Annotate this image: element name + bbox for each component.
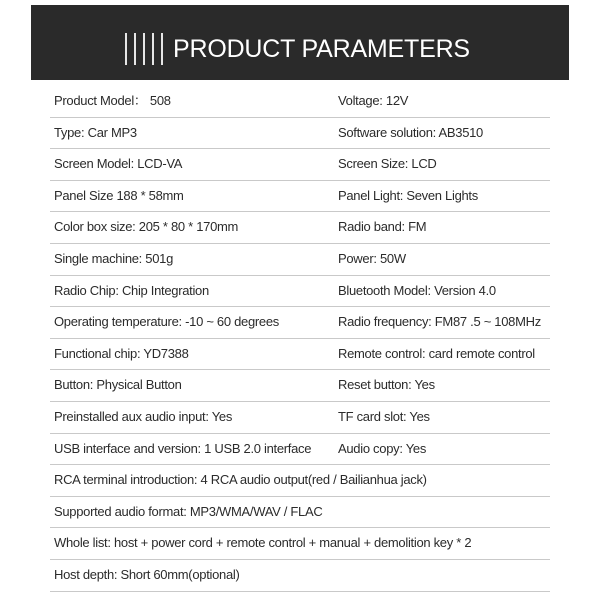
table-row — [50, 528, 550, 560]
parameter-left: Single machine: 501g — [54, 251, 174, 266]
parameter-left: Product Model： 508 — [54, 93, 171, 108]
parameter-right: Screen Size: LCD — [338, 156, 437, 172]
parameter-left: Operating temperature: -10 ~ 60 degrees — [54, 314, 279, 330]
parameter-right: Voltage: 12V — [338, 93, 409, 108]
parameter-right: Audio copy: Yes — [338, 440, 427, 456]
table-row — [50, 86, 550, 118]
parameter-left: USB interface and version: 1 USB 2.0 interface — [54, 440, 312, 456]
parameter-left: RCA terminal introduction: 4 RCA audio output(red / Bailianhua jack) — [54, 472, 427, 488]
parameter-left: Supported audio format: MP3/WMA/WAV / FLAC — [54, 503, 323, 519]
table-row — [50, 181, 550, 213]
parameter-right: Power: 50W — [338, 251, 406, 266]
table-row — [50, 560, 550, 592]
parameter-left: Panel Size 188 * 58mm — [54, 187, 184, 203]
parameter-right: Software solution: AB3510 — [338, 124, 483, 140]
parameter-right: Reset button: Yes — [338, 377, 435, 393]
table-row — [50, 149, 550, 181]
table-row — [50, 244, 550, 276]
table-row — [50, 434, 550, 466]
parameter-left: Screen Model: LCD-VA — [54, 156, 183, 172]
header-banner — [31, 5, 569, 80]
parameter-left: Color box size: 205 * 80 * 170mm — [54, 219, 239, 235]
parameter-left: Radio Chip: Chip Integration — [54, 282, 209, 298]
parameter-left: Functional chip: YD7388 — [54, 345, 189, 361]
table-row — [50, 497, 550, 529]
parameter-left: Preinstalled aux audio input: Yes — [54, 409, 233, 424]
parameter-right: Bluetooth Model: Version 4.0 — [338, 282, 496, 298]
parameter-left: Button: Physical Button — [54, 377, 182, 393]
parameter-right: Panel Light: Seven Lights — [338, 187, 478, 203]
parameter-left: Whole list: host + power cord + remote control + manual + demolition key * 2 — [54, 535, 472, 551]
parameter-right: TF card slot: Yes — [338, 409, 430, 424]
table-row — [50, 307, 550, 339]
page-title: PRODUCT PARAMETERS — [173, 35, 470, 63]
table-row — [50, 212, 550, 244]
parameter-left: Host depth: Short 60mm(optional) — [54, 567, 240, 582]
table-row — [50, 370, 550, 402]
table-row — [50, 339, 550, 371]
parameter-right: Remote control: card remote control — [338, 345, 535, 361]
table-row — [50, 465, 550, 497]
table-row — [50, 118, 550, 150]
parameter-right: Radio band: FM — [338, 219, 427, 235]
parameter-right: Radio frequency: FM87 .5 ~ 108MHz — [338, 314, 541, 330]
parameter-left: Type: Car MP3 — [54, 124, 137, 140]
table-row — [50, 276, 550, 308]
table-row — [50, 402, 550, 434]
